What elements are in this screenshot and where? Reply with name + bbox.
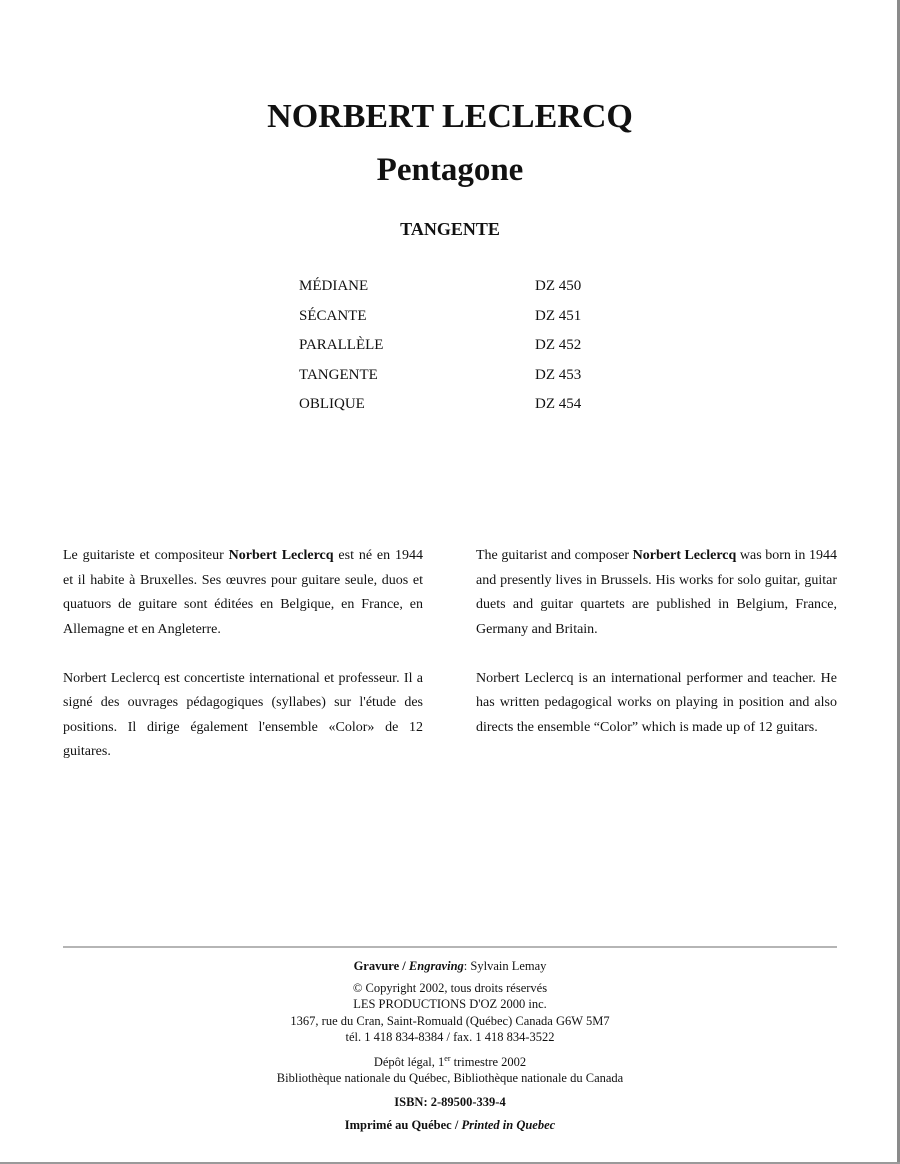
catalog-number: DZ 451 <box>535 307 582 324</box>
legal-deposit-text: Dépôt légal, 1 <box>373 1054 445 1069</box>
engraving-label-fr: Gravure <box>353 959 400 973</box>
publisher-address: 1367, rue du Cran, Saint-Romuald (Québec) Canada G6W 5M7 <box>290 1013 610 1028</box>
bio-en-text: was born in 1944 and presently lives in Brussels. His works for solo guitar, guitar duets and guitar quartets are published in Belgium, France, Germany and Britain. <box>476 548 837 637</box>
printed-in-en: Printed in Quebec <box>461 1118 556 1133</box>
printed-in-fr: Imprimé au Québec <box>344 1118 452 1133</box>
engraving-credit <box>0 958 900 975</box>
catalog-piece-name: OBLIQUE <box>299 396 365 413</box>
publisher-footer <box>0 958 900 1134</box>
catalog-list <box>299 272 619 420</box>
catalog-number: DZ 453 <box>535 366 582 383</box>
copyright-line: © Copyright 2002, tous droits réservés <box>352 980 548 995</box>
bio-en-paragraph-1 <box>476 544 837 642</box>
bio-fr-paragraph-1 <box>63 544 423 642</box>
legal-deposit <box>0 1051 900 1071</box>
catalog-row <box>299 390 619 420</box>
composer-name-bold: Norbert Leclercq <box>632 548 737 563</box>
publisher-phone-fax: tél. 1 418 834-8384 / fax. 1 418 834-3522 <box>345 1030 555 1044</box>
catalog-number: DZ 452 <box>535 337 582 354</box>
publisher-name: LES PRODUCTIONS D'OZ 2000 inc. <box>353 997 547 1011</box>
composer-name-bold: Norbert Leclercq <box>228 548 334 563</box>
engraver-name: : Sylvain Lemay <box>463 959 547 973</box>
biography-french <box>63 544 423 789</box>
collection-title: Pentagone <box>376 152 524 188</box>
legal-deposit-text: trimestre 2002 <box>450 1054 527 1069</box>
catalog-row <box>299 302 619 332</box>
printed-in <box>0 1117 900 1134</box>
bio-fr-paragraph-2: Norbert Leclercq est concertiste international et professeur. Il a signé des ouvrages pédagogiques (syllabes) sur l'étude des positions. Il dirige également l'ensemble «Color» de 12 guitares. <box>63 670 423 759</box>
biography-english <box>476 544 837 765</box>
catalog-row <box>299 361 619 391</box>
catalog-piece-name: SÉCANTE <box>299 307 367 324</box>
catalog-piece-name: MÉDIANE <box>299 278 369 294</box>
catalog-piece-name: TANGENTE <box>299 366 378 383</box>
bio-fr-text: est né en 1944 et il habite à Bruxelles. Ses œuvres pour guitare seule, duos et quatuors de guitare sont éditées en Belgique, en France, en Allemagne et en Angleterre. <box>63 548 423 637</box>
legal-deposit-sup: er <box>444 1053 451 1063</box>
bio-en-paragraph-2: Norbert Leclercq is an international performer and teacher. He has written pedagogical works on playing in position and also directs the ensemble “Color” which is made up of 12 guitars. <box>476 670 837 735</box>
catalog-number: DZ 454 <box>535 396 582 413</box>
piece-title: TANGENTE <box>400 219 500 239</box>
bio-en-text: The guitarist and composer <box>476 548 633 563</box>
composer-name: NORBERT LECLERCQ <box>267 98 633 135</box>
catalog-row <box>299 272 619 302</box>
printed-in-separator: / <box>451 1118 462 1133</box>
footer-divider <box>63 946 837 948</box>
catalog-piece-name: PARALLÈLE <box>299 337 384 354</box>
catalog-number: DZ 450 <box>535 278 582 294</box>
engraving-separator: / <box>399 959 409 973</box>
catalog-row <box>299 331 619 361</box>
engraving-label-en: Engraving <box>408 959 464 973</box>
bio-fr-text: Le guitariste et compositeur <box>63 548 229 563</box>
library-line: Bibliothèque nationale du Québec, Bibliothèque nationale du Canada <box>276 1071 624 1086</box>
isbn: ISBN: 2-89500-339-4 <box>394 1094 506 1109</box>
